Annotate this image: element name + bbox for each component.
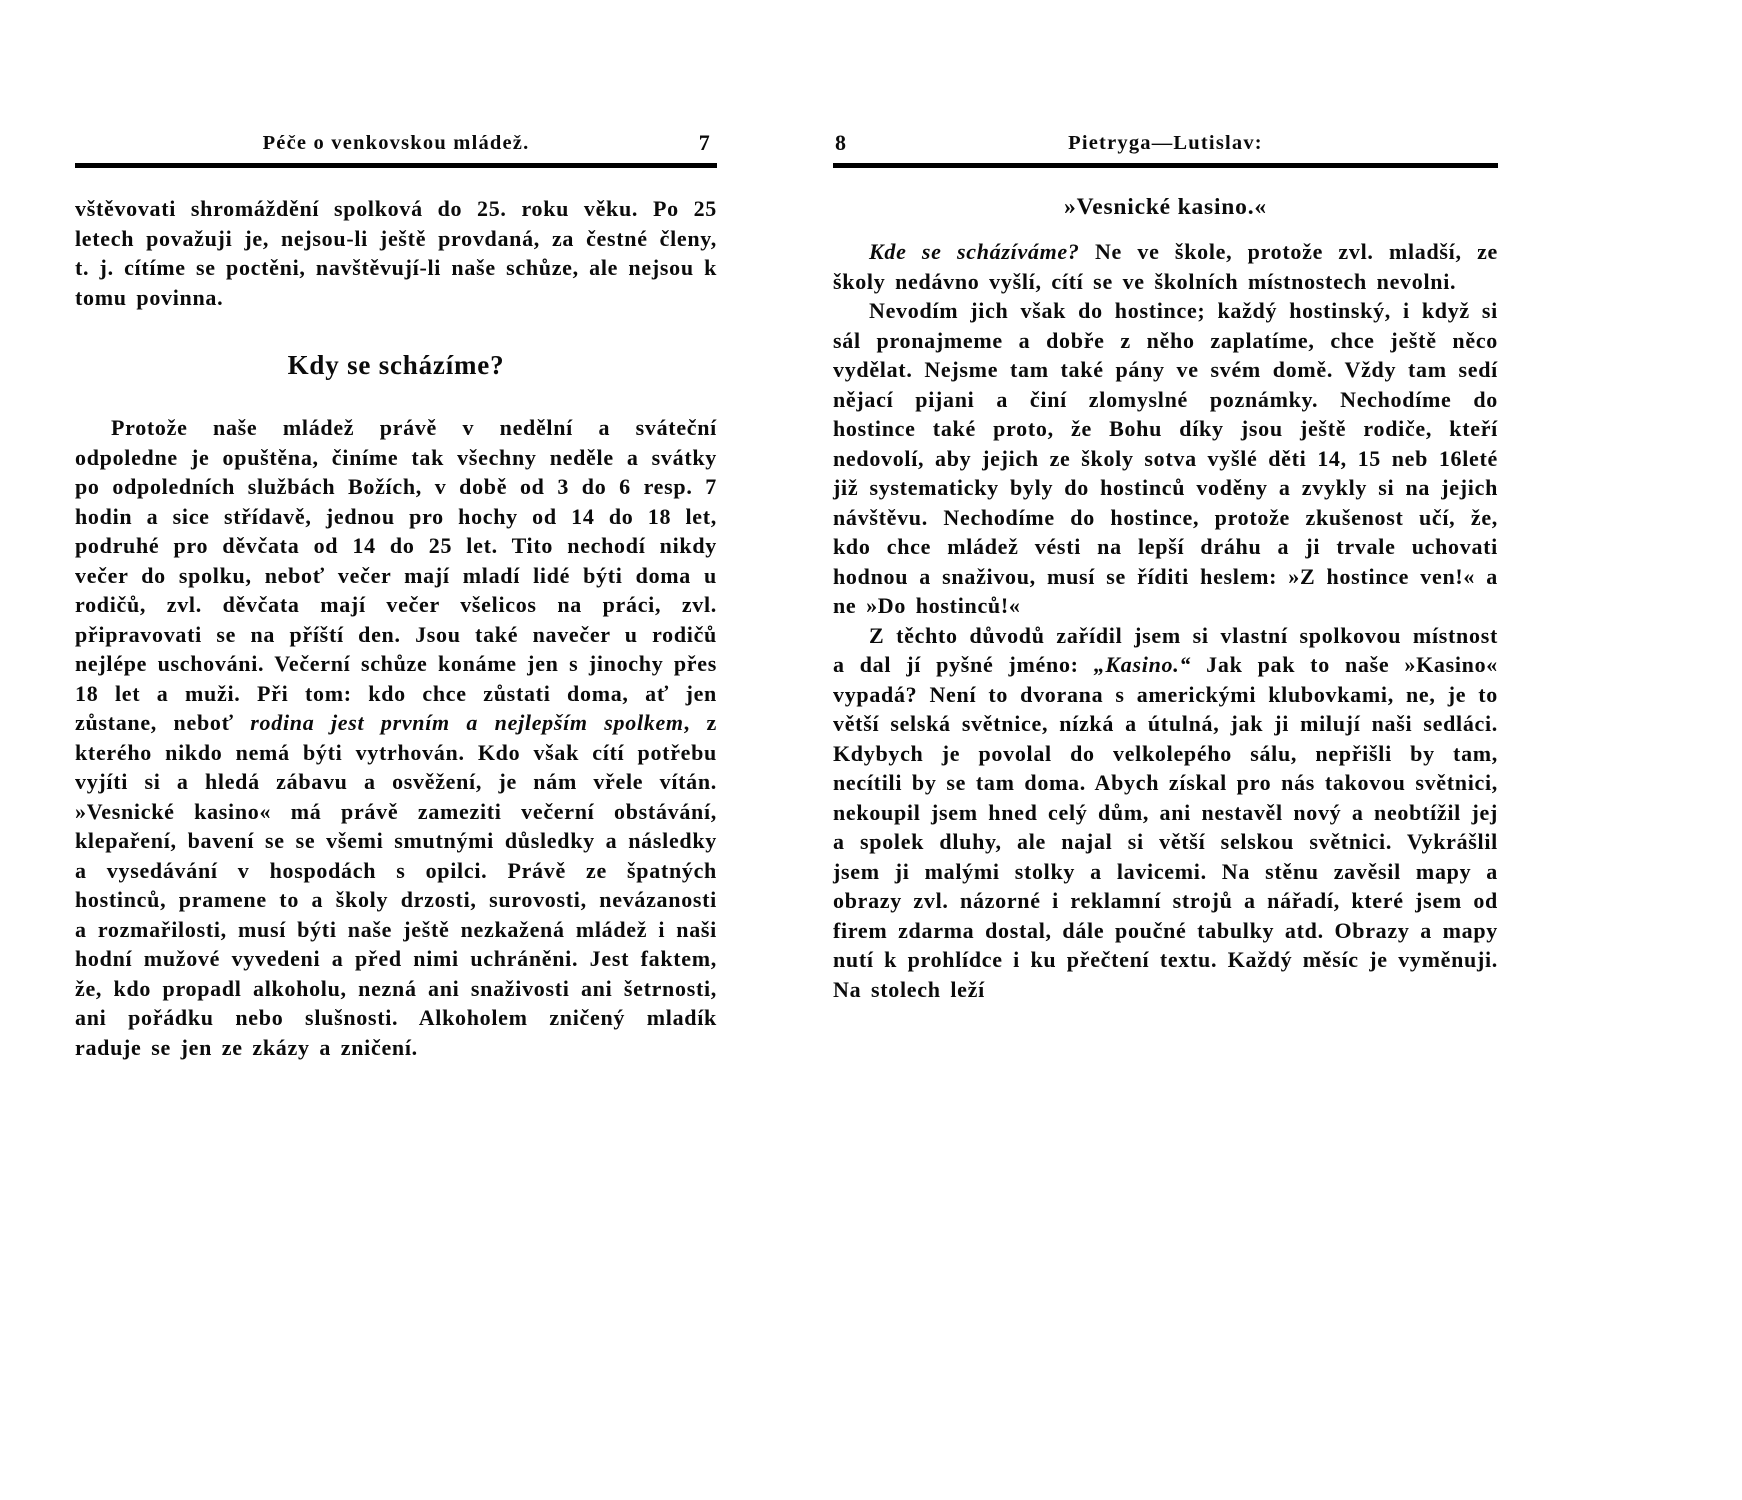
left-header-rule (75, 163, 717, 168)
italic-text-segment: rodina jest prvním a nejlepším spolkem (250, 710, 684, 735)
right-body-text (833, 194, 1498, 1004)
italic-text-segment: Kde se scházíváme? (869, 239, 1080, 264)
left-main-paragraph (75, 413, 717, 1062)
right-section-heading: »Vesnické kasino.« (1064, 194, 1267, 220)
text-segment: Jak pak to naše »Kasino« vypadá? Není to dvorana s americkými klubovkami, ne, je to větší selská světnice, nízká a útulná, jak ji milují naši sedláci. Kdybych je povolal do velkolepého sálu, nepřišli by tam, necítili by se tam doma. Abych získal pro nás takovou světnici, nekoupil jsem hned celý dům, ani nestavěl nový a neobtížil jej a spolek dluhy, ale najal si větší selskou světnici. Vykrášlil jsem ji malými stolky a lavicemi. Na stěnu zavěsil mapy a obrazy zvl. názorné i reklamní strojů a nářadí, které jsem od firem zdarma dostal, dále poučné tabulky atd. Obrazy a mapy nutí k prohlídce i ku přečtení textu. Každý měsíc je vyměnuji. Na stolech leží (833, 652, 1498, 1002)
right-header-rule (833, 163, 1498, 168)
text-segment: Ne ve škole, protože zvl. mladší, ze školy nedávno vyšlí, cítí se ve školních místnostech nevolni. (833, 239, 1498, 294)
text-segment: Z těchto důvodů zařídil jsem si vlastní spolkovou místnost a dal jí pyšné jméno: (833, 622, 1498, 677)
right-page-number: 8 (835, 130, 848, 155)
right-page (833, 128, 1498, 1004)
left-body-text (75, 194, 717, 1062)
left-section-heading: Kdy se scházíme? (287, 350, 505, 380)
left-page-header (75, 128, 717, 162)
text-segment: , z kterého nikdo nemá býti vytrhován. Kdo však cítí potřebu vyjíti si a hledá zábavu a osvěžení, je nám vřele vítán. »Vesnické kasino« má právě zameziti večerní obstávání, klepaření, bavení se se všemi smutnými důsledky a následky a vysedávání v hospodách s opilci. Právě ze špatných hostinců, pramene to a školy drzosti, surovosti, nevázanosti a rozmařilosti, musí býti naše ještě nezkažená mládež i naši hodní mužové vyvedeni a před nimi uchráněni. Jest faktem, že, kdo propadl alkoholu, nezná ani snaživosti ani šetrnosti, ani pořádku nebo slušnosti. Alkoholem zničený mladík raduje se jen ze zkázy a zničení. (75, 710, 717, 1060)
bold-italic-text-segment: „Kasino.“ (1093, 652, 1192, 677)
right-paragraph-3 (833, 621, 1498, 1005)
right-running-title: Pietryga—Lutislav: (1068, 132, 1263, 154)
left-page (75, 128, 717, 1062)
right-paragraph-2: Nevodím jich však do hostince; každý hostinský, i když si sál pronajmeme a dobře z něho zaplatíme, chce ještě něco vydělat. Nejsme tam také pány ve svém domě. Vždy tam sedí nějací pijani a činí zlomyslné poznámky. Nechodíme do hostince také proto, že Bohu díky jsou ještě rodiče, kteří nedovolí, aby jejich ze školy sotva vyšlé děti 14, 15 neb 16leté již systematicky byly do hostinců voděny a zvykly si na jejich návštěvu. Nechodíme do hostince, protože zkušenost učí, že, kdo chce mládež vésti na lepší dráhu a ji trvale uchovati hodnou a snaživou, musí se říditi heslem: »Z hostince ven!« a ne »Do hostinců!« (833, 298, 1498, 618)
text-segment: Protože naše mládež právě v nedělní a sváteční odpoledne je opuštěna, činíme tak všechny neděle a svátky po odpoledních službách Božích, v době od 3 do 6 resp. 7 hodin a sice střídavě, jednou pro hochy od 14 do 18 let, podruhé pro děvčata od 14 do 25 let. Tito nechodí nikdy večer do spolku, neboť večer mají mladí lidé býti doma u rodičů, zvl. děvčata mají večer všelicos na práci, zvl. připravovati se na příští den. Jsou také navečer u rodičů nejlépe uschováni. Večerní schůze konáme jen s jinochy přes 18 let a muži. Při tom: kdo chce zůstati doma, ať jen zůstane, neboť (75, 415, 717, 735)
left-page-number: 7 (698, 130, 711, 155)
right-paragraph-1 (833, 237, 1498, 296)
left-running-title: Péče o venkovskou mládež. (262, 132, 530, 154)
right-page-header (833, 128, 1498, 162)
left-continuation-paragraph: vštěvovati shromáždění spolková do 25. roku věku. Po 25 letech považuji je, nejsou-li ještě provdaná, za čestné členy, t. j. cítíme se poctěni, navštěvují-li naše schůze, ale nejsou k tomu povinna. (75, 196, 717, 310)
